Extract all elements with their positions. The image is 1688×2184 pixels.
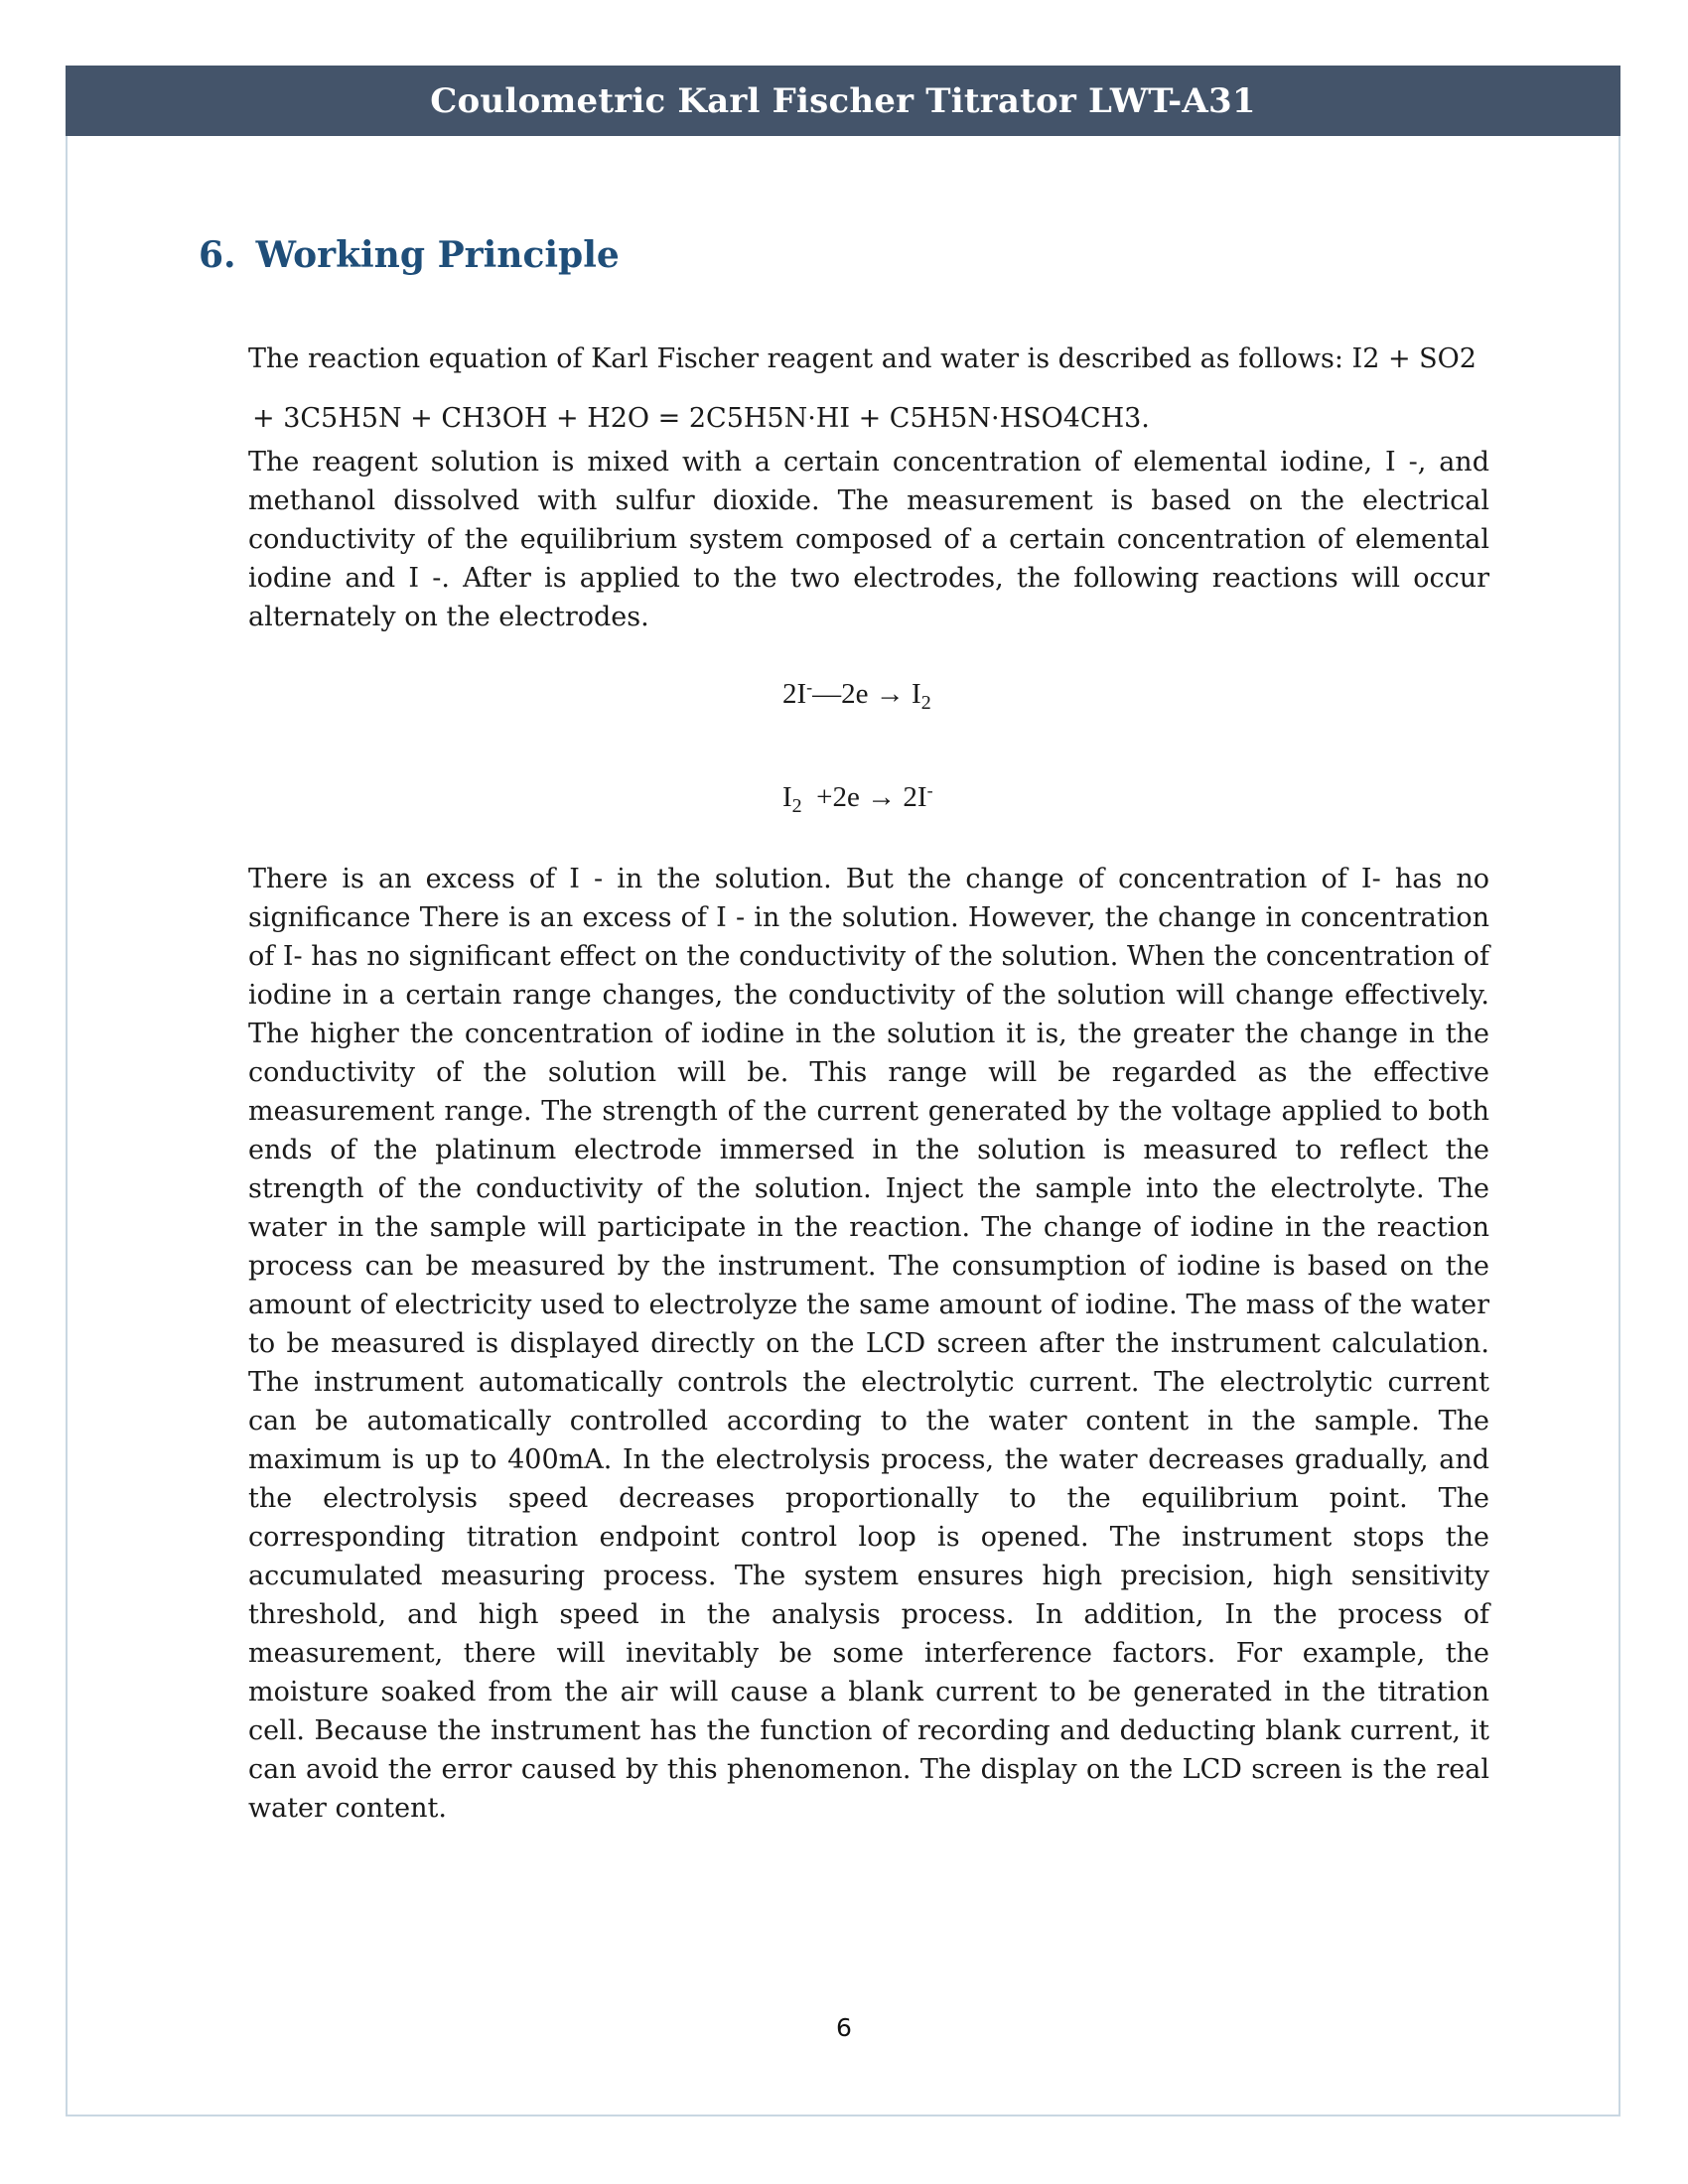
reaction-2-part-a: I bbox=[782, 781, 792, 813]
reaction-2-subscript: 2 bbox=[791, 795, 802, 817]
equation-intro-text: The reaction equation of Karl Fischer reagent and water is described as follows: I2 + SO2 bbox=[248, 343, 1477, 374]
paragraph-reagent-description: The reagent solution is mixed with a certain concentration of elemental iodine, I -, and methanol dissolved with sulfur dioxide. The measurement is based on the electrical conductivity of the equilibrium system composed of a certain concentration of elemental iodine and I -. After is applied to the two electrodes, the following reactions will occur alternately on the electrodes. bbox=[248, 447, 1489, 632]
document-title: Coulometric Karl Fischer Titrator LWT-A31 bbox=[430, 80, 1256, 121]
reaction-1-part-b: —2e → I bbox=[812, 678, 921, 710]
reaction-equation: + 3C5H5N + CH3OH + H2O = 2C5H5N·HI + C5H5N·HSO4CH3. bbox=[252, 403, 1150, 434]
reaction-2-part-b: +2e → 2I bbox=[801, 781, 927, 813]
reduction-reaction bbox=[782, 780, 933, 818]
reaction-2-superscript: - bbox=[926, 780, 933, 800]
section-heading bbox=[199, 234, 620, 276]
page-number: 6 bbox=[836, 2013, 852, 2042]
reaction-1-part-a: 2I bbox=[782, 678, 807, 710]
header-bar bbox=[66, 66, 1620, 136]
section-title: Working Principle bbox=[255, 234, 620, 276]
oxidation-reaction bbox=[782, 677, 931, 715]
reaction-1-superscript: - bbox=[806, 677, 813, 697]
section-number: 6. bbox=[199, 234, 236, 276]
reaction-1-subscript: 2 bbox=[920, 692, 931, 714]
paragraph-measurement-principle: There is an excess of I - in the solution. But the change of concentration of I- has no significance There is an excess of I - in the solution. However, the change in concentration of I- has no significant effect on the conductivity of the solution. When the concentration of iodine in a certain range changes, the conductivity of the solution will change effectively. The higher the concentration of iodine in the solution it is, the greater the change in the conductivity of the solution will be. This range will be regarded as the effective measurement range. The strength of the current generated by the voltage applied to both ends of the platinum electrode immersed in the solution is measured to reflect the strength of the conductivity of the solution. Inject the sample into the electrolyte. The water in the sample will participate in the reaction. The change of iodine in the reaction process can be measured by the instrument. The consumption of iodine is based on the amount of electricity used to electrolyze the same amount of iodine. The mass of the water to be measured is displayed directly on the LCD screen after the instrument calculation. The instrument automatically controls the electrolytic current. The electrolytic current can be automatically controlled according to the water content in the sample. The maximum is up to 400mA. In the electrolysis process, the water decreases gradually, and the electrolysis speed decreases proportionally to the equilibrium point. The corresponding titration endpoint control loop is opened. The instrument stops the accumulated measuring process. The system ensures high precision, high sensitivity threshold, and high speed in the analysis process. In addition, In the process of measurement, there will inevitably be some interference factors. For example, the moisture soaked from the air will cause a blank current to be generated in the titration cell. Because the instrument has the function of recording and deducting blank current, it can avoid the error caused by this phenomenon. The display on the LCD screen is the real water content. bbox=[248, 864, 1489, 1824]
